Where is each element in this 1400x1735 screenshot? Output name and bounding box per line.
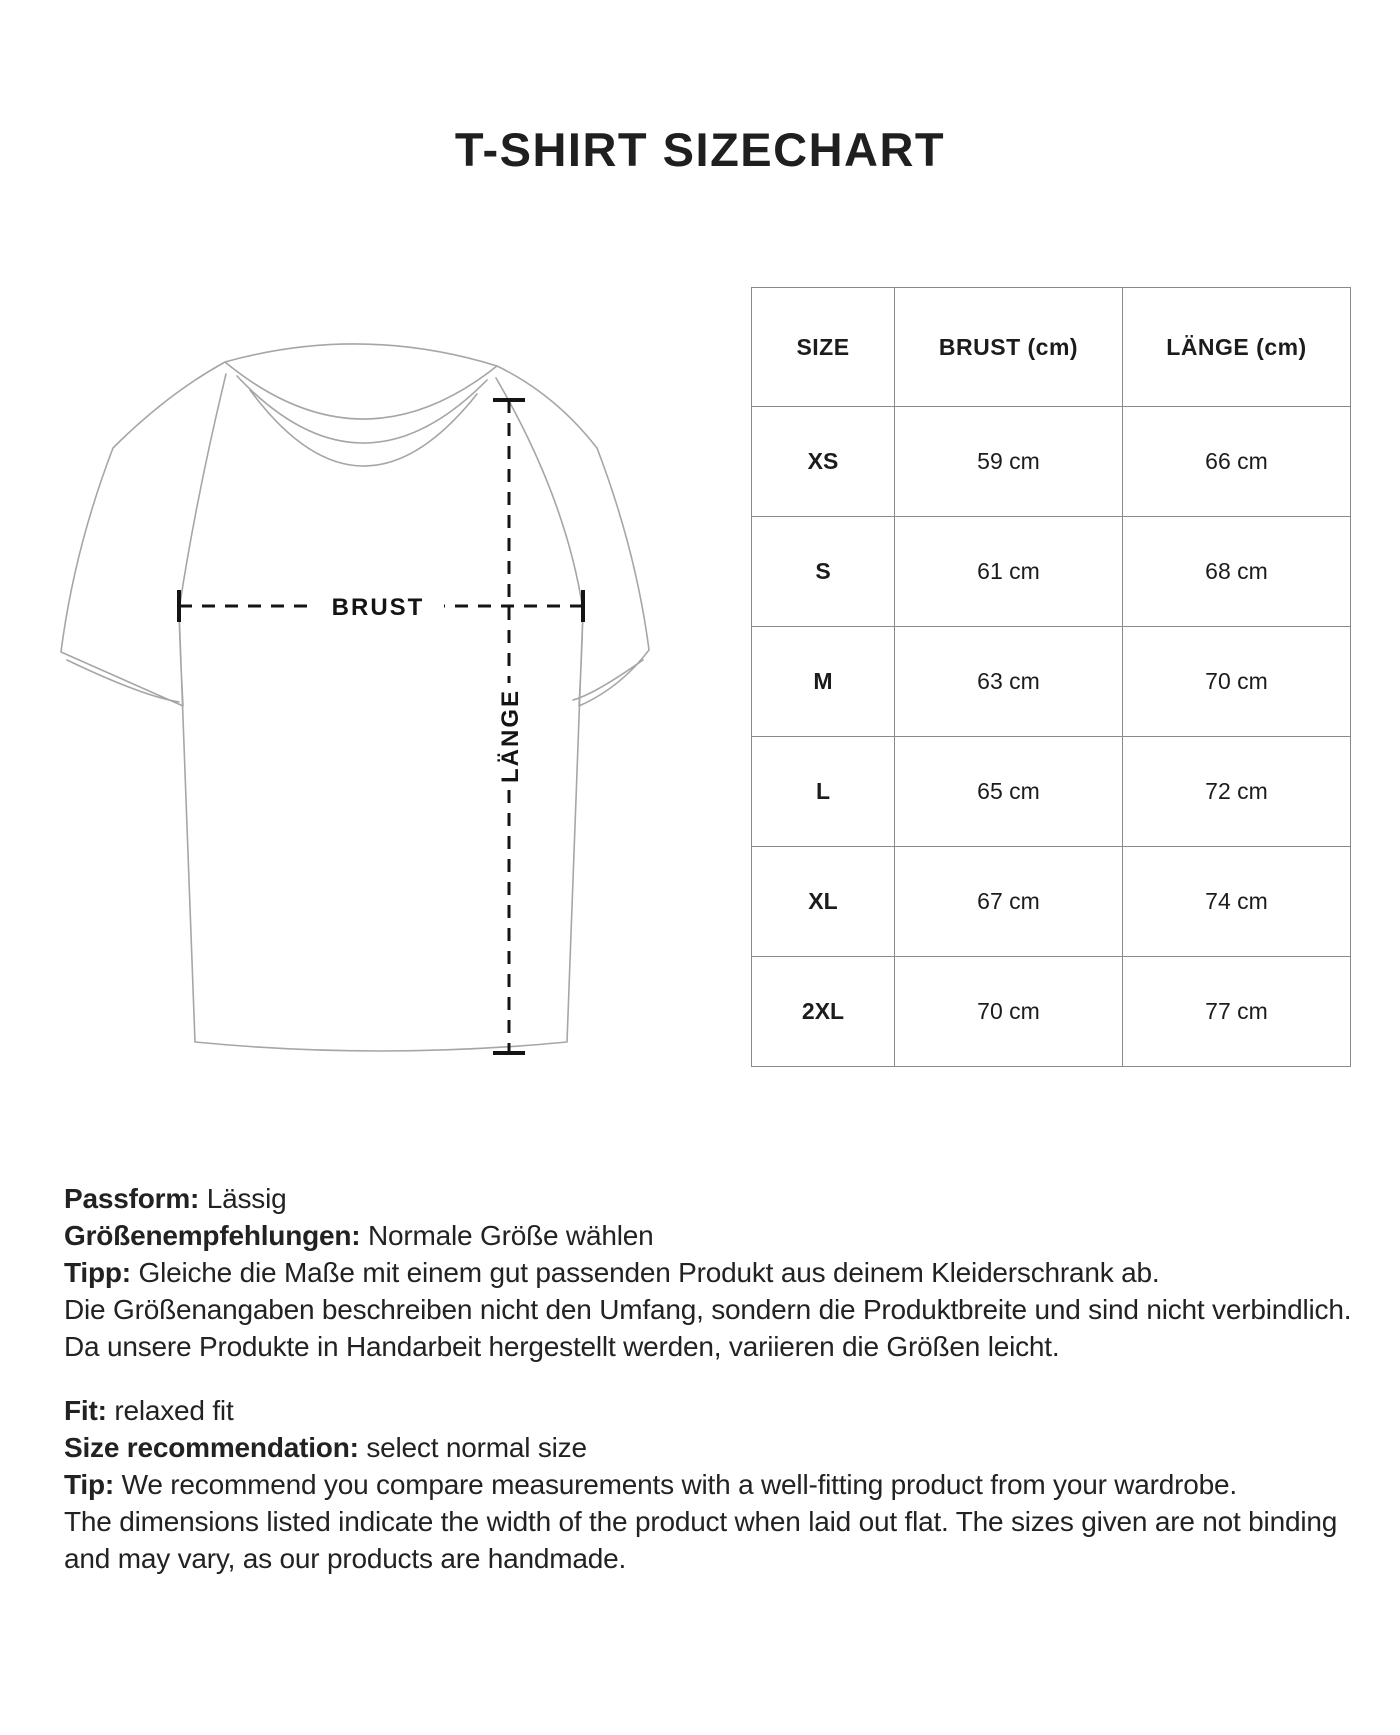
note-text: Die Größenangaben beschreiben nicht den Umfang, sondern die Produktbreite und sind nicht verbindlich. bbox=[64, 1294, 1352, 1325]
size-value: XS bbox=[752, 407, 895, 517]
note-text: Normale Größe wählen bbox=[368, 1220, 654, 1251]
page-title: T-SHIRT SIZECHART bbox=[454, 123, 946, 176]
chest-value: 65 cm bbox=[895, 737, 1123, 847]
chest-value: 67 cm bbox=[895, 847, 1123, 957]
table-row bbox=[752, 407, 1351, 517]
collar-ribbing bbox=[225, 362, 497, 466]
note-line bbox=[64, 1540, 1337, 1577]
tshirt-outline bbox=[61, 344, 649, 1051]
chest-label: BRUST bbox=[331, 594, 425, 621]
note-text: We recommend you compare measurements with a well-fitting product from your wardrobe. bbox=[121, 1469, 1237, 1500]
size-table bbox=[751, 287, 1351, 1067]
length-value: 77 cm bbox=[1123, 957, 1351, 1067]
table-row bbox=[752, 517, 1351, 627]
note-line bbox=[64, 1503, 1337, 1540]
note-label: Tipp: bbox=[64, 1257, 131, 1288]
table-header-row bbox=[752, 288, 1351, 407]
note-label: Tip: bbox=[64, 1469, 115, 1500]
length-label: LÄNGE bbox=[497, 689, 524, 783]
size-value: XL bbox=[752, 847, 895, 957]
note-text: The dimensions listed indicate the width of the product when laid out flat. The sizes given are not binding bbox=[64, 1506, 1338, 1537]
note-text: relaxed fit bbox=[114, 1395, 234, 1426]
length-measurement-line bbox=[493, 400, 525, 1053]
note-label: Fit: bbox=[64, 1395, 107, 1426]
chest-measurement-line bbox=[179, 586, 583, 626]
table-row bbox=[752, 957, 1351, 1067]
size-value: 2XL bbox=[752, 957, 895, 1067]
note-line bbox=[64, 1429, 1337, 1466]
note-text: Lässig bbox=[206, 1183, 287, 1214]
header-chest: BRUST (cm) bbox=[895, 288, 1123, 407]
note-line bbox=[64, 1291, 1351, 1328]
length-value: 74 cm bbox=[1123, 847, 1351, 957]
note-line bbox=[64, 1392, 1337, 1429]
note-text: Da unsere Produkte in Handarbeit hergestellt werden, variieren die Größen leicht. bbox=[64, 1331, 1060, 1362]
note-text: and may vary, as our products are handmade. bbox=[64, 1543, 627, 1574]
size-value: L bbox=[752, 737, 895, 847]
size-value: S bbox=[752, 517, 895, 627]
header-length: LÄNGE (cm) bbox=[1123, 288, 1351, 407]
length-value: 70 cm bbox=[1123, 627, 1351, 737]
table-row bbox=[752, 737, 1351, 847]
notes-english bbox=[64, 1392, 1337, 1577]
size-value: M bbox=[752, 627, 895, 737]
tshirt-diagram bbox=[50, 298, 660, 1060]
note-label: Passform: bbox=[64, 1183, 200, 1214]
note-line bbox=[64, 1254, 1351, 1291]
length-value: 72 cm bbox=[1123, 737, 1351, 847]
note-line bbox=[64, 1466, 1337, 1503]
sleeve-cuff-lines bbox=[67, 660, 643, 702]
length-value: 66 cm bbox=[1123, 407, 1351, 517]
note-label: Größenempfehlungen: bbox=[64, 1220, 361, 1251]
note-line bbox=[64, 1180, 1351, 1217]
chest-value: 70 cm bbox=[895, 957, 1123, 1067]
note-line bbox=[64, 1328, 1351, 1365]
header-size: SIZE bbox=[752, 288, 895, 407]
note-text: Gleiche die Maße mit einem gut passenden Produkt aus deinem Kleiderschrank ab. bbox=[138, 1257, 1160, 1288]
chest-value: 63 cm bbox=[895, 627, 1123, 737]
length-value: 68 cm bbox=[1123, 517, 1351, 627]
table-row bbox=[752, 847, 1351, 957]
note-text: select normal size bbox=[366, 1432, 587, 1463]
note-label: Size recommendation: bbox=[64, 1432, 359, 1463]
note-line bbox=[64, 1217, 1351, 1254]
table-row bbox=[752, 627, 1351, 737]
chest-value: 61 cm bbox=[895, 517, 1123, 627]
notes-german bbox=[64, 1180, 1351, 1365]
sleeve-seams bbox=[179, 374, 583, 610]
chest-value: 59 cm bbox=[895, 407, 1123, 517]
